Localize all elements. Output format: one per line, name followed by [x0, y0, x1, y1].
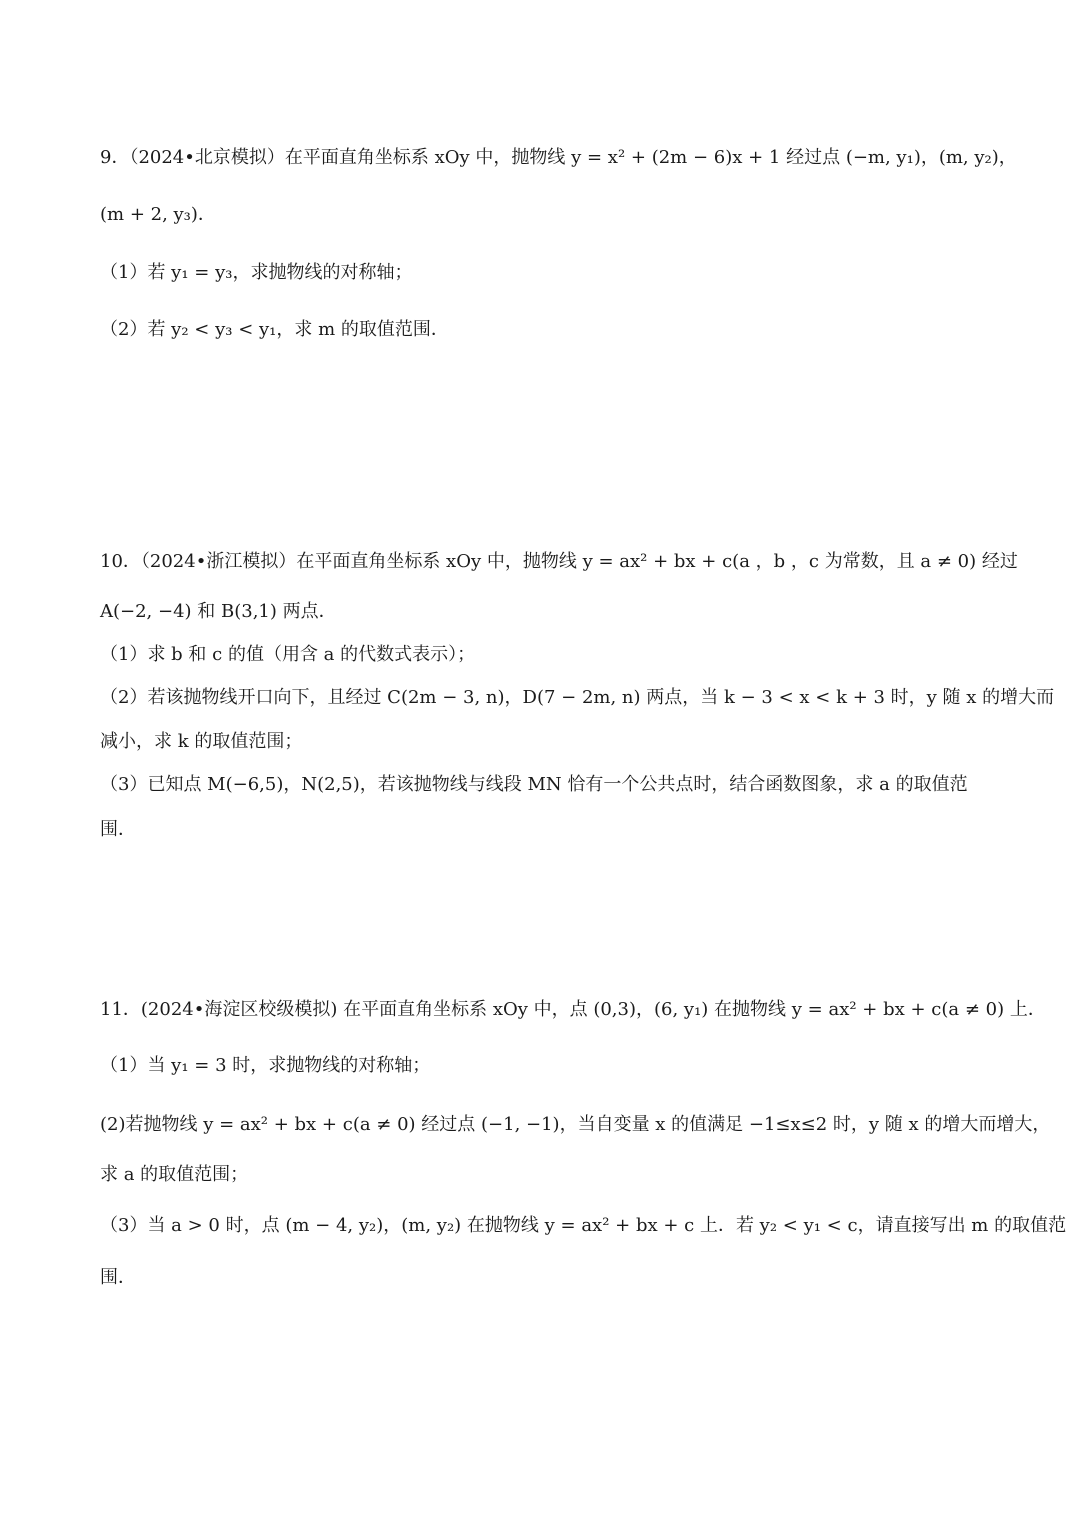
q10-part-2: （2）若该抛物线开口向下，且经过 C(2m − 3, n)，D(7 − 2m, n) 两点，当 k − 3 < x < k + 3 时，y 随 x 的增大而 [100, 687, 1055, 708]
q9-line-2: (m + 2, y₃)． [100, 204, 216, 225]
q10-line-1: 10．（2024•浙江模拟）在平面直角坐标系 xOy 中，抛物线 y = ax² + bx + c(a ，b ，c 为常数，且 a ≠ 0) 经过 [100, 551, 1018, 572]
q9-line-1: 9．（2024•北京模拟）在平面直角坐标系 xOy 中，抛物线 y = x² + (2m − 6)x + 1 经过点 (−m, y₁)，(m, y₂)， [100, 147, 1017, 168]
q10-part-1: （1）求 b 和 c 的值（用含 a 的代数式表示）； [100, 644, 476, 665]
q11-part-3-cont: 围． [100, 1267, 136, 1288]
q10-part-3: （3）已知点 M(−6,5)，N(2,5)，若该抛物线与线段 MN 恰有一个公共点时，结合函数图象，求 a 的取值范 [100, 774, 968, 795]
q9-part-1: （1）若 y₁ = y₃，求抛物线的对称轴； [100, 262, 413, 283]
q11-part-2-cont: 求 a 的取值范围； [100, 1164, 249, 1185]
q11-line-1: 11．(2024•海淀区校级模拟) 在平面直角坐标系 xOy 中，点 (0,3)，(6, y₁) 在抛物线 y = ax² + bx + c(a ≠ 0) 上． [100, 999, 1046, 1020]
q9-part-2: （2）若 y₂ < y₃ < y₁，求 m 的取值范围． [100, 319, 449, 340]
q10-line-2: A(−2, −4) 和 B(3,1) 两点． [100, 601, 337, 622]
q10-part-3-cont: 围． [100, 819, 136, 840]
q11-part-2: (2)若抛物线 y = ax² + bx + c(a ≠ 0) 经过点 (−1, −1)，当自变量 x 的值满足 −1≤x≤2 时，y 随 x 的增大而增大， [100, 1114, 1051, 1135]
q11-part-3: （3）当 a > 0 时，点 (m − 4, y₂)，(m, y₂) 在抛物线 y = ax² + bx + c 上．若 y₂ < y₁ < c，请直接写出 m 的取值范 [100, 1215, 1067, 1236]
q10-part-2-cont: 减小，求 k 的取值范围； [100, 731, 303, 752]
q11-part-1: （1）当 y₁ = 3 时，求抛物线的对称轴； [100, 1055, 431, 1076]
